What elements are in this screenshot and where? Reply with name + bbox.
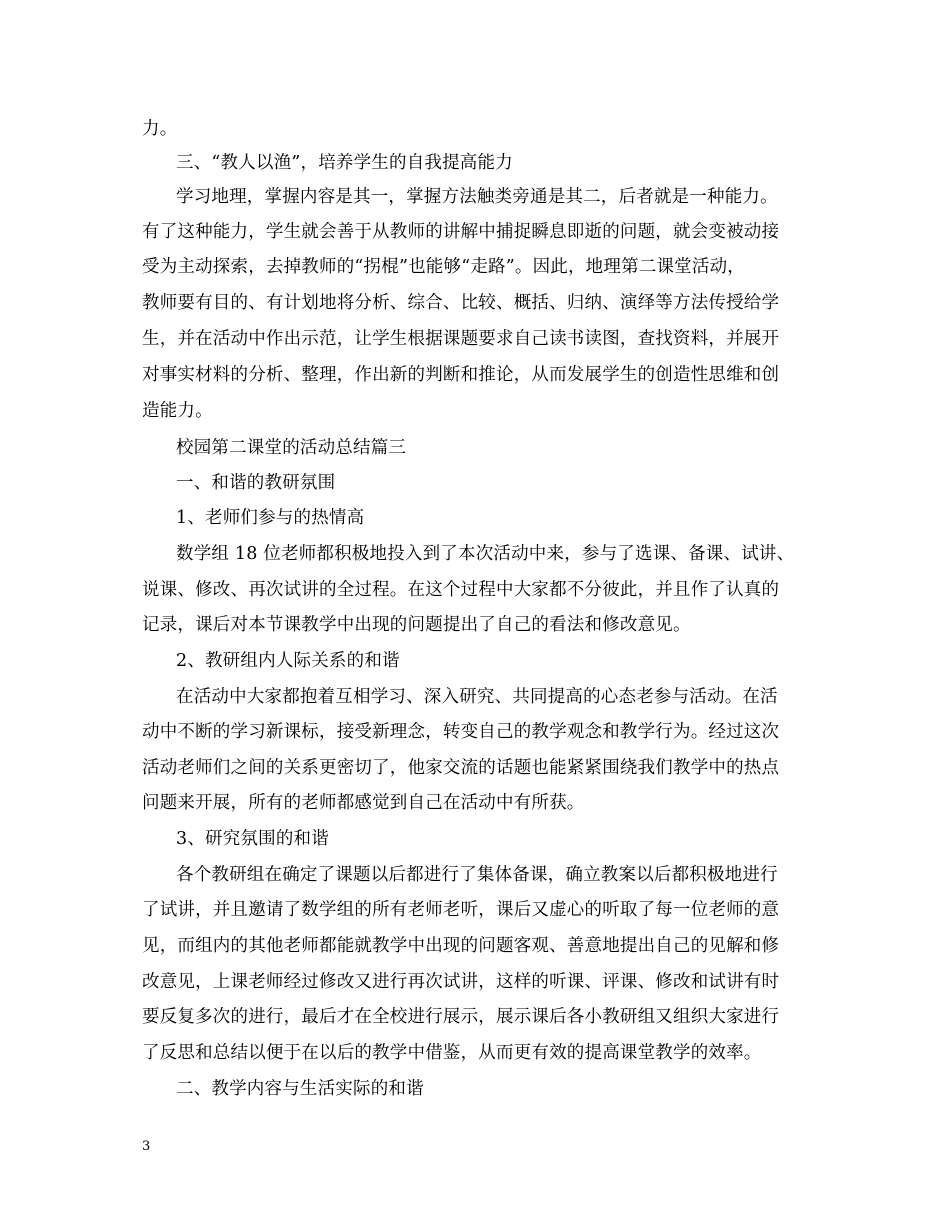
subsection-heading: 3、研究氛围的和谐 — [176, 829, 329, 849]
text-line: 说课、修改、再次试讲的全过程。在这个过程中大家都不分彼此，并且作了认真的 — [142, 580, 780, 600]
text-line: 学习地理，掌握内容是其一，掌握方法触类旁通是其二，后者就是一种能力。 — [176, 187, 778, 207]
text-line: 在活动中大家都抱着互相学习、深入研究、共同提高的心态老参与活动。在活 — [176, 687, 778, 707]
text-line: 记录，课后对本节课教学中出现的问题提出了自己的看法和修改意见。 — [142, 615, 691, 635]
text-line: 改意见，上课老师经过修改又进行再次试讲，这样的听课、评课、修改和试讲有时 — [142, 972, 780, 992]
section-heading: 三、“教人以渔”，培养学生的自我提高能力 — [176, 153, 513, 173]
text-line: 了反思和总结以便于在以后的教学中借鉴，从而更有效的提高课堂教学的效率。 — [142, 1043, 762, 1063]
text-line: 见，而组内的其他老师都能就教学中出现的问题客观、善意地提出自己的见解和修 — [142, 936, 780, 956]
text-line: 对事实材料的分析、整理，作出新的判断和推论，从而发展学生的创造性思维和创 — [142, 365, 780, 385]
section-heading: 校园第二课堂的活动总结篇三 — [176, 438, 407, 458]
page-number: 3 — [142, 1139, 151, 1154]
text-line: 各个教研组在确定了课题以后都进行了集体备课，确立教案以后都积极地进行 — [176, 865, 778, 885]
text-line: 教师要有目的、有计划地将分析、综合、比较、概括、归纳、演绎等方法传授给学 — [142, 293, 780, 313]
text-line: 生，并在活动中作出示范，让学生根据课题要求自己读书读图，查找资料，并展开 — [142, 329, 780, 349]
text-line: 受为主动探索，去掉教师的“拐棍”也能够“走路”。因此，地理第二课堂活动， — [142, 257, 745, 277]
section-heading: 一、和谐的教研氛围 — [176, 473, 336, 493]
subsection-heading: 2、教研组内人际关系的和谐 — [176, 651, 400, 671]
text-line: 造能力。 — [142, 401, 213, 421]
text-line: 活动老师们之间的关系更密切了，他家交流的话题也能紧紧围绕我们教学中的热点 — [142, 758, 780, 778]
text-line: 有了这种能力，学生就会善于从教师的讲解中捕捉瞬息即逝的问题，就会变被动接 — [142, 222, 780, 242]
text-line: 问题来开展，所有的老师都感觉到自己在活动中有所获。 — [142, 793, 585, 813]
section-heading: 二、教学内容与生活实际的和谐 — [176, 1079, 424, 1099]
text-line: 数学组 18 位老师都积极地投入到了本次活动中来，参与了选课、备课、试讲、 — [176, 544, 795, 564]
subsection-heading: 1、老师们参与的热情高 — [176, 508, 365, 528]
text-line: 了试讲，并且邀请了数学组的所有老师老听，课后又虚心的听取了每一位老师的意 — [142, 900, 780, 920]
text-line: 动中不断的学习新课标，接受新理念，转变自己的教学观念和教学行为。经过这次 — [142, 722, 780, 742]
text-line: 要反复多次的进行，最后才在全校进行展示，展示课后各小教研组又组织大家进行 — [142, 1007, 780, 1027]
text-line: 力。 — [142, 119, 178, 139]
